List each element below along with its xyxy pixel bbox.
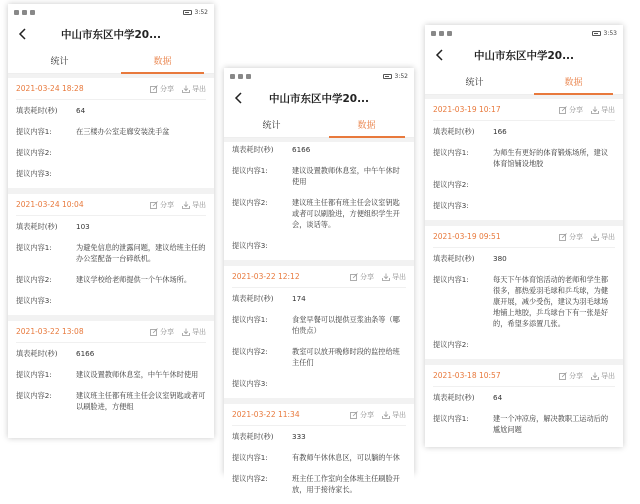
field-label-s3: 提议内容3: — [433, 201, 469, 210]
field-label-s1: 提议内容1: — [232, 315, 268, 324]
back-arrow-icon[interactable] — [433, 48, 447, 62]
field-value-s1: 食堂早餐可以提供豆浆油条等（哪怕贵点） — [292, 315, 400, 335]
share-label: 分享 — [160, 84, 174, 93]
page-title: 中山市东区中学20... — [60, 28, 162, 41]
share-button[interactable] — [559, 371, 583, 381]
field-label-s1: 提议内容1: — [433, 414, 469, 423]
share-button[interactable] — [150, 327, 174, 337]
phone-screen-middle — [224, 68, 414, 494]
back-arrow-icon[interactable] — [232, 91, 246, 105]
field-value-s3 — [292, 240, 406, 251]
export-button[interactable] — [591, 105, 615, 115]
field-label-s2: 提议内容2: — [16, 391, 52, 400]
record-date: 2021-03-19 09:51 — [433, 232, 501, 241]
record-date: 2021-03-22 12:12 — [232, 272, 300, 281]
battery-icon — [383, 74, 392, 79]
export-button[interactable] — [591, 232, 615, 242]
back-arrow-icon[interactable] — [16, 27, 30, 41]
tab-stats[interactable]: 统计 — [465, 78, 484, 88]
export-label: 导出 — [601, 105, 615, 114]
clock: 3:53 — [603, 29, 617, 37]
status-bar — [425, 25, 623, 41]
status-icons — [230, 74, 251, 79]
field-label-s1: 提议内容1: — [433, 275, 469, 284]
field-label-time: 填表耗时(秒) — [232, 294, 274, 303]
tab-bar — [8, 48, 214, 74]
field-value-s1: 为避免信息的泄露问题，建议给班主任的办公室配备一台碎纸机。 — [76, 243, 206, 263]
field-value-s2 — [76, 147, 206, 158]
field-label-time: 填表耗时(秒) — [16, 106, 58, 115]
record-card — [8, 78, 214, 188]
record-card — [425, 99, 623, 220]
record-header — [232, 404, 406, 426]
record-date: 2021-03-19 10:17 — [433, 105, 501, 114]
status-right — [383, 73, 408, 80]
share-button[interactable] — [350, 272, 374, 282]
field-value-s1: 建议设置教师休息室，中午午休时使用 — [292, 166, 400, 186]
field-value-time: 6166 — [292, 145, 311, 154]
phone-screen-left — [8, 4, 214, 438]
share-button[interactable] — [559, 232, 583, 242]
field-value-time: 174 — [292, 294, 306, 303]
download-icon — [182, 328, 190, 336]
phone-screen-right — [425, 25, 623, 447]
download-icon — [182, 85, 190, 93]
export-label: 导出 — [601, 371, 615, 380]
record-header — [433, 226, 615, 248]
battery-icon — [183, 10, 192, 15]
record-card — [224, 266, 414, 398]
field-value-s2: 建议班主任都有班主任会议室钥匙或者可以刷脸进，方便组 — [76, 391, 206, 411]
field-label-time: 填表耗时(秒) — [433, 393, 475, 402]
export-label: 导出 — [192, 200, 206, 209]
share-label: 分享 — [569, 232, 583, 241]
record-header — [433, 365, 615, 387]
field-label-s3: 提议内容3: — [16, 169, 52, 178]
field-value-s2: 建议班主任都有班主任会议室钥匙或者可以刷脸进，方便组织学生开会，谈话等。 — [292, 198, 400, 229]
record-header — [16, 321, 206, 343]
field-value-s1: 每天下午体育馆活动的老师和学生都很多，都热爱羽毛球和乒乓球，为健康开展，减少受伤，建议为羽毛球场地铺上地胶，乒乓球台下有一张是好的，希望多添置几张。 — [493, 275, 609, 328]
export-button[interactable] — [182, 327, 206, 337]
record-card — [425, 365, 623, 444]
export-button[interactable] — [382, 272, 406, 282]
record-date: 2021-03-22 13:08 — [16, 327, 84, 336]
field-value-s1: 有教师午休休息区，可以躺的午休 — [292, 453, 400, 462]
field-label-s2: 提议内容2: — [232, 347, 268, 356]
field-label-s1: 提议内容1: — [16, 243, 52, 252]
field-label-time: 填表耗时(秒) — [433, 254, 475, 263]
page-title: 中山市东区中学20... — [268, 92, 370, 105]
field-value-s1: 在三楼办公室走廊安装洗手盆 — [76, 127, 170, 136]
record-card — [8, 321, 214, 421]
field-value-s3 — [493, 200, 615, 211]
export-label: 导出 — [392, 410, 406, 419]
download-icon — [382, 273, 390, 281]
header — [8, 20, 214, 48]
header — [425, 41, 623, 69]
field-label-time: 填表耗时(秒) — [16, 349, 58, 358]
share-icon — [350, 273, 358, 281]
share-icon — [150, 201, 158, 209]
field-value-s3 — [76, 295, 206, 306]
share-icon — [559, 106, 567, 114]
status-icons — [431, 31, 452, 36]
field-label-s3: 提议内容3: — [232, 379, 268, 388]
export-label: 导出 — [192, 327, 206, 336]
status-bar — [224, 68, 414, 84]
share-icon — [150, 85, 158, 93]
field-value-s2: 班主任工作室向全体班主任刷脸开放，用于接待家长。 — [292, 474, 400, 494]
field-value-time: 333 — [292, 432, 306, 441]
share-button[interactable] — [150, 200, 174, 210]
header — [224, 84, 414, 112]
tab-stats[interactable]: 统计 — [262, 121, 281, 131]
field-value-s3 — [76, 168, 206, 179]
field-label-s1: 提议内容1: — [433, 148, 469, 157]
record-date: 2021-03-18 10:57 — [433, 371, 501, 380]
field-value-s2 — [493, 179, 615, 190]
field-label-time: 填表耗时(秒) — [232, 145, 274, 154]
record-date: 2021-03-24 10:04 — [16, 200, 84, 209]
status-right — [592, 30, 617, 37]
status-icons — [14, 10, 35, 15]
field-value-s3 — [292, 378, 406, 389]
export-label: 导出 — [192, 84, 206, 93]
share-label: 分享 — [569, 371, 583, 380]
record-header — [16, 78, 206, 100]
field-label-s2: 提议内容2: — [16, 148, 52, 157]
field-value-time: 380 — [493, 254, 507, 263]
share-button[interactable] — [150, 84, 174, 94]
battery-icon — [592, 31, 601, 36]
share-label: 分享 — [160, 327, 174, 336]
field-value-time: 6166 — [76, 349, 95, 358]
export-button[interactable] — [382, 410, 406, 420]
field-label-s1: 提议内容1: — [232, 166, 268, 175]
tab-stats[interactable]: 统计 — [50, 57, 69, 67]
export-button[interactable] — [182, 84, 206, 94]
field-label-s2: 提议内容2: — [433, 180, 469, 189]
tab-bar — [224, 112, 414, 138]
field-value-s2 — [493, 339, 615, 350]
clock: 3:52 — [394, 72, 408, 80]
record-date: 2021-03-22 11:34 — [232, 410, 300, 419]
field-label-s1: 提议内容1: — [16, 127, 52, 136]
export-label: 导出 — [601, 232, 615, 241]
field-value-time: 103 — [76, 222, 90, 231]
share-icon — [150, 328, 158, 336]
field-label-time: 填表耗时(秒) — [232, 432, 274, 441]
field-label-time: 填表耗时(秒) — [433, 127, 475, 136]
field-label-s2: 提议内容2: — [433, 340, 469, 349]
download-icon — [382, 411, 390, 419]
export-button[interactable] — [591, 371, 615, 381]
record-card — [425, 226, 623, 359]
field-value-s2: 教室可以放开晚修时段的监控给班主任们 — [292, 347, 400, 367]
share-label: 分享 — [160, 200, 174, 209]
clock: 3:52 — [194, 8, 208, 16]
field-value-s2: 建议学校给老师提供一个午休场所。 — [76, 275, 192, 284]
field-value-time: 64 — [493, 393, 503, 402]
record-card — [8, 194, 214, 315]
field-value-time: 166 — [493, 127, 507, 136]
field-label-s1: 提议内容1: — [16, 370, 52, 379]
share-button[interactable] — [559, 105, 583, 115]
share-label: 分享 — [360, 410, 374, 419]
record-card — [224, 142, 414, 260]
download-icon — [591, 106, 599, 114]
record-header — [232, 266, 406, 288]
field-label-s2: 提议内容2: — [16, 275, 52, 284]
share-icon — [350, 411, 358, 419]
field-value-s1: 为师生有更好的体育锻炼场所，建议体育馆铺设地胶 — [493, 148, 609, 168]
field-label-s1: 提议内容1: — [232, 453, 268, 462]
share-label: 分享 — [569, 105, 583, 114]
records-list — [8, 74, 214, 421]
field-value-s1: 建议设置教师休息室，中午午休时使用 — [76, 370, 199, 379]
field-value-s1: 建一个冲凉房，解决教职工运动后的尴尬问题 — [493, 414, 609, 434]
share-button[interactable] — [350, 410, 374, 420]
status-bar — [8, 4, 214, 20]
tab-data[interactable]: 数据 — [524, 69, 623, 94]
field-value-time: 64 — [76, 106, 86, 115]
record-header — [433, 99, 615, 121]
page-title: 中山市东区中学20... — [473, 49, 575, 62]
share-icon — [559, 372, 567, 380]
status-right — [183, 9, 208, 16]
records-list — [224, 138, 414, 504]
field-label-s2: 提议内容2: — [232, 198, 268, 207]
record-card — [224, 404, 414, 504]
export-button[interactable] — [182, 200, 206, 210]
download-icon — [591, 372, 599, 380]
record-header — [16, 194, 206, 216]
field-label-s3: 提议内容3: — [16, 296, 52, 305]
field-label-s2: 提议内容2: — [232, 474, 268, 483]
share-icon — [559, 233, 567, 241]
share-label: 分享 — [360, 272, 374, 281]
records-list — [425, 95, 623, 444]
tab-bar — [425, 69, 623, 95]
record-date: 2021-03-24 18:28 — [16, 84, 84, 93]
export-label: 导出 — [392, 272, 406, 281]
field-label-time: 填表耗时(秒) — [16, 222, 58, 231]
download-icon — [182, 201, 190, 209]
download-icon — [591, 233, 599, 241]
field-label-s3: 提议内容3: — [232, 241, 268, 250]
tab-data[interactable]: 数据 — [319, 112, 414, 137]
tab-data[interactable]: 数据 — [111, 48, 214, 73]
